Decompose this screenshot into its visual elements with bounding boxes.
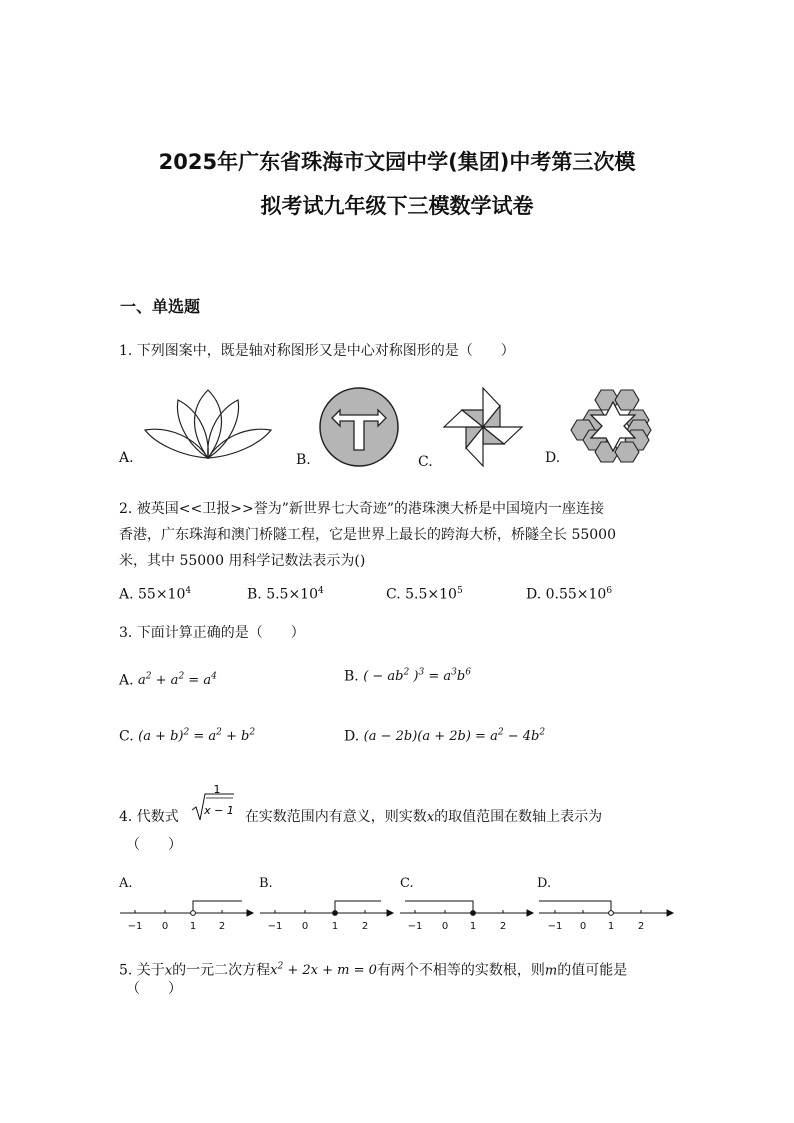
q3-a-formula: $a^2 + a^2 = a^4$: [138, 672, 217, 689]
q4-option-d-label: D.: [537, 876, 552, 891]
q3-b-formula: ( − $ab^2$ )$^3 = a^3b^6$: [363, 668, 471, 685]
section-heading: 一、单选题: [120, 297, 201, 316]
q2-option-d: D. $0.55\times 10^6$: [526, 586, 613, 603]
svg-text:−1: −1: [547, 921, 563, 932]
fraction-denominator: x − 1: [204, 804, 234, 817]
q3-c-formula: $(a + b)^2 = a^2 + b^2$: [138, 728, 256, 745]
t-arrow-circle-figure-icon: [318, 386, 400, 468]
q1-option-b-label: B.: [296, 452, 311, 468]
title-line-1: 2025年广东省珠海市文园中学(集团)中考第三次模: [158, 150, 636, 174]
svg-text:1: 1: [607, 921, 615, 932]
svg-text:1: 1: [331, 921, 339, 932]
q2-option-b: B. $5.5\times 10^4$: [247, 586, 324, 603]
q4-option-c-label: C.: [400, 876, 414, 891]
fraction-numerator: 1: [213, 783, 221, 796]
q4-paren: （ ）: [126, 837, 182, 853]
q4-number-lines: [115, 893, 680, 933]
q4-option-b-label: B.: [259, 876, 273, 891]
question-2-stem: [119, 496, 679, 574]
q3-d-formula: $(a - 2b)(a + 2b) = a^2 - 4b^2$: [363, 728, 546, 745]
q2-line-2: 香港，广东珠海和澳门桥隧工程，它是世界上最长的跨海大桥，桥隧全长 55000: [119, 527, 616, 543]
q2-line-3: 米，其中 55000 用科学记数法表示为(): [119, 553, 366, 569]
sqrt-fraction-formula: [190, 780, 240, 824]
q3-option-d: D. $(a - 2b)(a + 2b) = a^2 - 4b^2$: [344, 728, 546, 745]
q1-option-c-label: C.: [418, 454, 433, 470]
svg-text:1: 1: [189, 921, 197, 932]
q5-equation: $x^2 + 2x + m = 0$: [270, 962, 377, 979]
svg-text:0: 0: [161, 921, 169, 932]
svg-text:2: 2: [361, 921, 369, 932]
q3-option-c: C. $(a + b)^2 = a^2 + b^2$: [119, 728, 256, 745]
svg-text:−1: −1: [267, 921, 283, 932]
svg-text:0: 0: [301, 921, 309, 932]
q3-option-b: B. ( − $ab^2$ )$^3 = a^3b^6$: [344, 668, 471, 685]
question-1-stem: 1. 下列图案中，既是轴对称图形又是中心对称图形的是（ ）: [119, 343, 515, 359]
q4-option-a-label: A.: [119, 876, 133, 891]
question-3-stem: 3. 下面计算正确的是（ ）: [119, 625, 305, 641]
q3-option-a: A. $a^2 + a^2 = a^4$: [119, 672, 217, 689]
svg-text:0: 0: [579, 921, 587, 932]
svg-text:1: 1: [469, 921, 477, 932]
svg-text:2: 2: [218, 921, 226, 932]
title-line-2: 拟考试九年级下三模数学试卷: [260, 194, 534, 218]
svg-text:−1: −1: [127, 921, 143, 932]
svg-text:2: 2: [499, 921, 507, 932]
svg-text:0: 0: [441, 921, 449, 932]
hexagon-star-figure-icon: [567, 388, 659, 466]
question-5-stem: 5. 关于x的一元二次方程$x^2 + 2x + m = 0$有两个不相等的实数根，则m的值可能是: [119, 962, 628, 979]
svg-text:2: 2: [637, 921, 645, 932]
exam-title: [60, 140, 734, 228]
q2-line-1: 2. 被英国<<卫报>>誉为”新世界七大奇迹”的港珠澳大桥是中国境内一座连接: [119, 501, 605, 517]
pinwheel-figure-icon: [442, 386, 524, 468]
svg-text:−1: −1: [407, 921, 423, 932]
q1-option-d-label: D.: [545, 450, 561, 466]
question-4-stem: 4. 代数式 在实数范围内有意义，则实数x的取值范围在数轴上表示为: [119, 809, 603, 825]
q1-option-a-label: A.: [119, 450, 134, 466]
lotus-figure-icon: [140, 388, 280, 464]
q2-option-c: C. $5.5\times 10^5$: [386, 586, 463, 603]
q2-option-a: A. $55\times 10^4$: [119, 586, 192, 603]
q5-paren: （ ）: [126, 981, 182, 997]
